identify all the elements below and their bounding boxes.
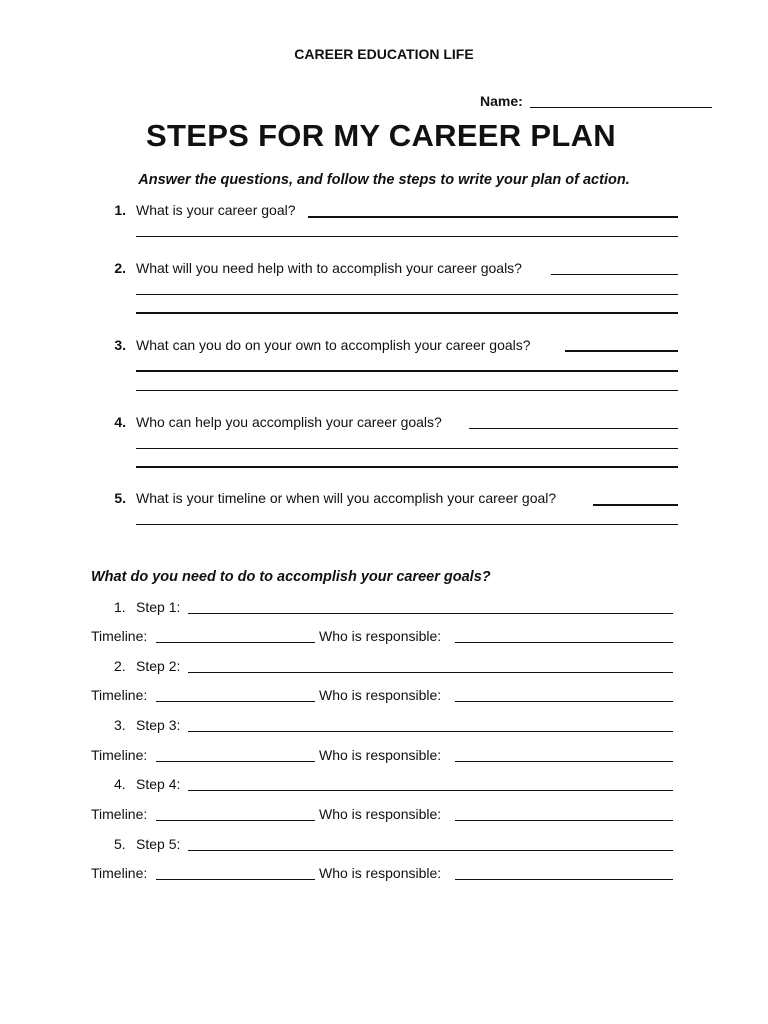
answer-line[interactable] — [136, 236, 678, 237]
question-text: Who can help you accomplish your career goals? — [136, 414, 442, 430]
answer-line[interactable] — [136, 312, 678, 314]
timeline-label: Timeline: — [91, 628, 148, 644]
instructions: Answer the questions, and follow the steps to write your plan of action. — [138, 172, 630, 188]
answer-line[interactable] — [136, 294, 678, 295]
step-number: 1. — [114, 599, 126, 615]
responsible-label: Who is responsible: — [319, 806, 442, 822]
timeline-field[interactable] — [156, 879, 315, 880]
responsible-field[interactable] — [455, 761, 673, 762]
answer-line[interactable] — [136, 466, 678, 468]
step-label: Step 1: — [136, 599, 181, 615]
answer-line[interactable] — [136, 448, 678, 449]
question-number: 2. — [114, 260, 126, 276]
timeline-label: Timeline: — [91, 865, 148, 881]
responsible-label: Who is responsible: — [319, 747, 442, 763]
answer-line[interactable] — [593, 504, 678, 506]
step-label: Step 2: — [136, 658, 181, 674]
timeline-label: Timeline: — [91, 806, 148, 822]
answer-line[interactable] — [308, 216, 678, 218]
responsible-field[interactable] — [455, 642, 673, 643]
step-field[interactable] — [188, 850, 673, 851]
question-number: 5. — [114, 490, 126, 506]
question-text: What is your timeline or when will you accomplish your career goal? — [136, 490, 557, 506]
question-number: 1. — [114, 202, 126, 218]
step-number: 2. — [114, 658, 126, 674]
responsible-field[interactable] — [455, 820, 673, 821]
answer-line[interactable] — [469, 428, 678, 429]
timeline-field[interactable] — [156, 701, 315, 702]
step-field[interactable] — [188, 790, 673, 791]
timeline-field[interactable] — [156, 820, 315, 821]
timeline-label: Timeline: — [91, 687, 148, 703]
step-field[interactable] — [188, 672, 673, 673]
name-field[interactable] — [530, 107, 712, 108]
timeline-field[interactable] — [156, 761, 315, 762]
question-number: 4. — [114, 414, 126, 430]
question-text: What is your career goal? — [136, 202, 296, 218]
name-label: Name: — [480, 93, 523, 109]
step-label: Step 3: — [136, 717, 181, 733]
step-label: Step 4: — [136, 776, 181, 792]
step-number: 4. — [114, 776, 126, 792]
page-title: STEPS FOR MY CAREER PLAN — [146, 118, 616, 153]
responsible-label: Who is responsible: — [319, 865, 442, 881]
step-field[interactable] — [188, 613, 673, 614]
timeline-label: Timeline: — [91, 747, 148, 763]
timeline-field[interactable] — [156, 642, 315, 643]
step-field[interactable] — [188, 731, 673, 732]
responsible-label: Who is responsible: — [319, 628, 442, 644]
answer-line[interactable] — [136, 390, 678, 391]
answer-line[interactable] — [136, 524, 678, 525]
responsible-field[interactable] — [455, 879, 673, 880]
document-header: CAREER EDUCATION LIFE — [294, 46, 474, 62]
answer-line[interactable] — [565, 350, 678, 352]
responsible-field[interactable] — [455, 701, 673, 702]
question-text: What will you need help with to accomplish your career goals? — [136, 260, 522, 276]
question-text: What can you do on your own to accomplish your career goals? — [136, 337, 531, 353]
section-title: What do you need to do to accomplish your career goals? — [91, 569, 491, 585]
step-number: 3. — [114, 717, 126, 733]
answer-line[interactable] — [551, 274, 678, 275]
responsible-label: Who is responsible: — [319, 687, 442, 703]
step-label: Step 5: — [136, 836, 181, 852]
question-number: 3. — [114, 337, 126, 353]
step-number: 5. — [114, 836, 126, 852]
answer-line[interactable] — [136, 370, 678, 372]
